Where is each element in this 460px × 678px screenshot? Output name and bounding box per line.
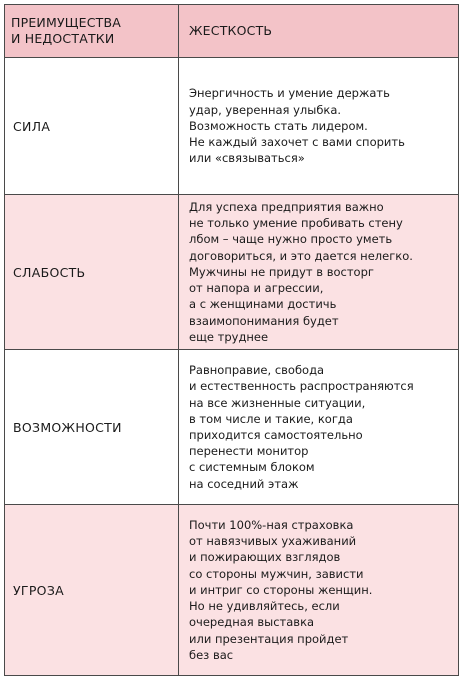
swot-table <box>4 4 459 676</box>
text-line: от напора и агрессии, <box>189 281 324 296</box>
text-line: и естественность распространяются <box>189 379 414 394</box>
text-line: Равноправие, свобода <box>189 363 325 378</box>
row-label: СИЛА <box>13 118 51 134</box>
text-line: в том числе и такие, когда <box>189 411 353 426</box>
row-label: ВОЗМОЖНОСТИ <box>13 419 122 435</box>
text-line: перенести монитор <box>189 444 309 459</box>
row-label-cell <box>5 505 179 676</box>
text-line: Для успеха предприятия важно <box>189 200 384 215</box>
header-cell-advantages <box>5 5 179 58</box>
text-line: еще труднее <box>189 329 269 344</box>
text-line: или презентация пройдет <box>189 631 349 646</box>
text-line: Почти 100%-ная страховка <box>189 518 354 533</box>
text-line: Не каждый захочет с вами спорить <box>189 135 405 150</box>
row-text-cell <box>179 195 459 350</box>
row-label-cell <box>5 195 179 350</box>
text-line: Возможность стать лидером. <box>189 118 368 133</box>
table-row-strength <box>5 58 459 195</box>
text-line: на соседний этаж <box>189 476 299 491</box>
row-label-cell <box>5 350 179 505</box>
row-label-cell <box>5 58 179 195</box>
row-text-cell <box>179 505 459 676</box>
text-line: взаимопонимания будет <box>189 313 339 328</box>
text-line: Но не удивляйтесь, если <box>189 599 340 614</box>
text-line: с системным блоком <box>189 460 315 475</box>
table-row-weakness <box>5 195 459 350</box>
text-line: без вас <box>189 647 234 662</box>
header-left-line-1: ПРЕИМУЩЕСТВА <box>11 15 122 30</box>
text-line: очередная выставка <box>189 615 315 630</box>
row-label: СЛАБОСТЬ <box>13 264 86 280</box>
text-line: договориться, и это дается нелегко. <box>189 248 413 263</box>
text-line: удар, уверенная улыбка. <box>189 102 342 117</box>
table-header-row <box>5 5 459 58</box>
header-cell-rigidity <box>179 5 459 58</box>
row-text-cell <box>179 350 459 505</box>
text-line: или «связываться» <box>189 151 305 166</box>
text-line: Мужчины не придут в восторг <box>189 264 374 279</box>
header-right-label: ЖЕСТКОСТЬ <box>189 23 273 38</box>
text-line: и интриг со стороны женщин. <box>189 582 373 597</box>
row-label: УГРОЗА <box>13 582 64 598</box>
text-line: на все жизненные ситуации, <box>189 395 366 410</box>
table-row-opportunities <box>5 350 459 505</box>
row-text-cell <box>179 58 459 195</box>
text-line: Энергичность и умение держать <box>189 86 390 101</box>
text-line: со стороны мужчин, зависти <box>189 566 364 581</box>
text-line: от навязчивых ухаживаний <box>189 534 357 549</box>
text-line: не только умение пробивать стену <box>189 216 403 231</box>
table-row-threat <box>5 505 459 676</box>
header-left-line-2: И НЕДОСТАТКИ <box>11 31 115 46</box>
text-line: лбом – чаще нужно просто уметь <box>189 232 393 247</box>
text-line: приходится самостоятельно <box>189 428 363 442</box>
text-line: и пожирающих взглядов <box>189 550 341 565</box>
text-line: а с женщинами достичь <box>189 297 337 312</box>
